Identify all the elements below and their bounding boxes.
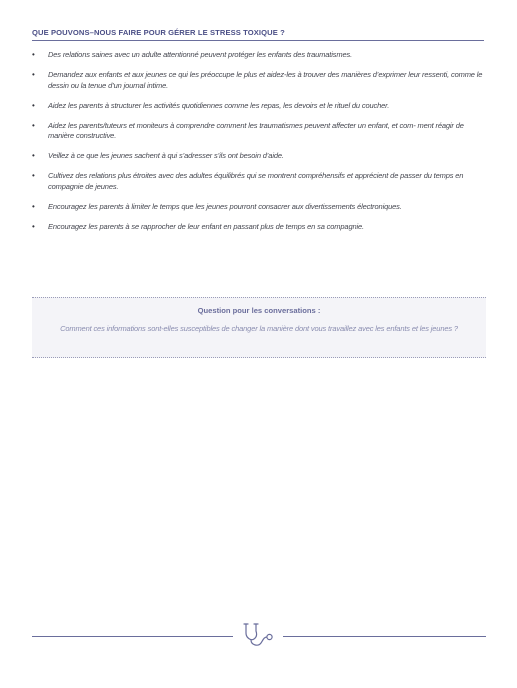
- footer-divider-right: [283, 636, 486, 637]
- question-text: Comment ces informations sont-elles susceptibles de changer la manière dont vous travaillez avec les enfants et les jeunes ?: [60, 324, 458, 333]
- list-item-text: Aidez les parents/tuteurs et moniteurs à comprendre comment les traumatismes peuvent affecter un enfant, et com- ment réagir de manière constructive.: [48, 120, 464, 140]
- list-item-text: Aidez les parents à structurer les activités quotidiennes comme les repas, les devoirs et le rituel du coucher.: [48, 100, 390, 110]
- question-title: Question pour les conversations :: [197, 306, 321, 315]
- list-item-text: Cultivez des relations plus étroites avec des adultes équilibrés qui se montrent compréhensifs et apprécient de passer du temps en compagnie de jeunes.: [48, 171, 464, 191]
- list-item: [32, 222, 486, 233]
- bullet-marker: •: [32, 201, 35, 211]
- list-item-text: Des relations saines avec un adulte attentionné peuvent protéger les enfants des traumatismes.: [48, 50, 353, 59]
- list-item-text: Demandez aux enfants et aux jeunes ce qui les préoccupe le plus et aidez-les à trouver des manières d’exprimer leur ressenti, comme le dessin ou la tenue d’un journal intime.: [48, 70, 483, 90]
- bullet-marker: •: [32, 100, 35, 110]
- bullet-marker: •: [32, 120, 35, 130]
- list-item: [32, 101, 486, 112]
- list-item: [32, 171, 486, 192]
- footer-divider-left: [32, 636, 233, 637]
- list-item: [32, 70, 486, 91]
- list-item: [32, 50, 486, 61]
- list-item-text: Encouragez les parents à se rapprocher de leur enfant en passant plus de temps en sa compagnie.: [48, 221, 364, 231]
- list-item-text: Veillez à ce que les jeunes sachent à qui s’adresser s’ils ont besoin d’aide.: [48, 151, 284, 160]
- bullet-marker: •: [32, 151, 35, 160]
- list-item-text: Encouragez les parents à limiter le temps que les jeunes pourront consacrer aux divertissements électroniques.: [48, 201, 402, 211]
- list-item: [32, 151, 486, 162]
- list-item: [32, 202, 486, 213]
- question-box: [32, 297, 486, 358]
- bullet-marker: •: [32, 50, 35, 59]
- bullet-marker: •: [32, 70, 35, 79]
- bullet-marker: •: [32, 221, 35, 231]
- bullet-marker: •: [32, 171, 35, 180]
- stethoscope-icon: [240, 622, 276, 648]
- bullet-list: [32, 50, 486, 242]
- list-item: [32, 121, 486, 142]
- section-heading: QUE POUVONS–NOUS FAIRE POUR GÉRER LE STRESS TOXIQUE ?: [32, 28, 484, 41]
